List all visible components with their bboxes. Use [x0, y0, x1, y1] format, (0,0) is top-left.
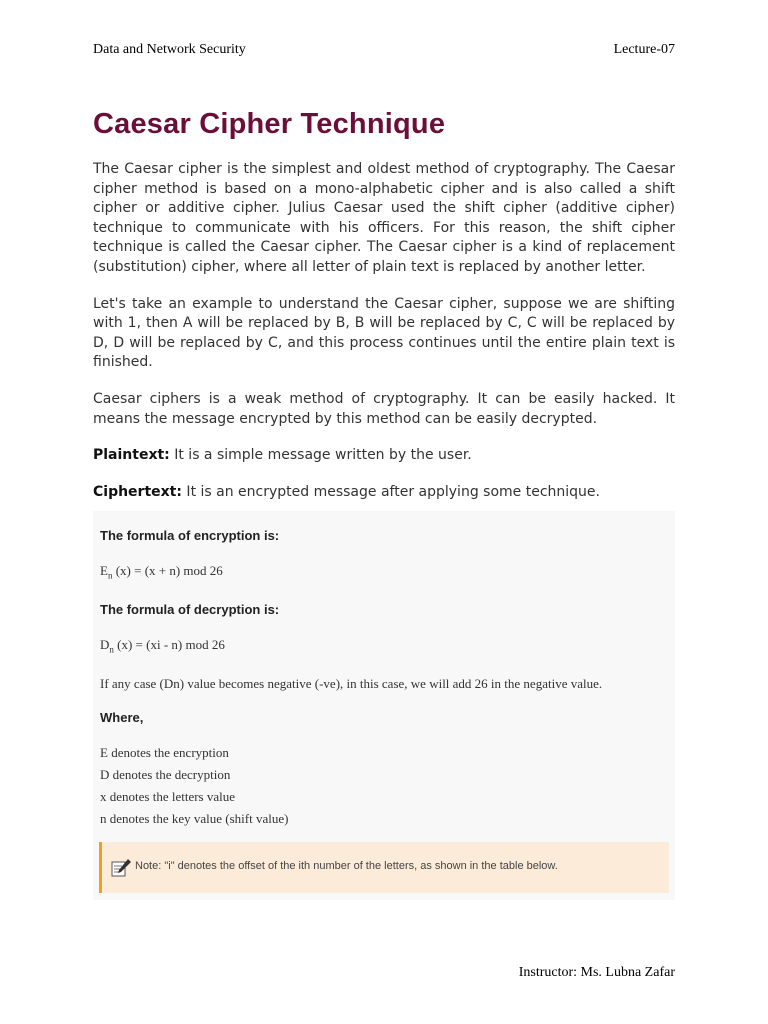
decryption-formula-expression: (x) = (xi - n) mod 26 [113, 637, 225, 652]
where-heading: Where, [100, 710, 144, 725]
intro-paragraph: The Caesar cipher is the simplest and oldest method of cryptography. The Caesar cipher method is based on a mono-alphabetic cipher and is also called a shift cipher or additive cipher. Julius Caesar used the shift cipher (additive cipher) technique to communicate with his officers. For this reason, the shift cipher technique is called the Caesar cipher. The Caesar cipher is a kind of replacement (substitution) cipher, where all letter of plain text is replaced by another letter. [93, 161, 675, 275]
encryption-formula [100, 563, 223, 581]
body-content [93, 160, 675, 519]
note-callout [99, 842, 669, 893]
where-item-key: n denotes the key value (shift value) [100, 811, 289, 826]
example-paragraph: Let's take an example to understand the Caesar cipher, suppose we are shifting with 1, then A will be replaced by B, B will be replaced by C, C will be replaced by D, D will be replaced by C, and this process continues until the entire plain text is finished. [93, 295, 675, 371]
where-item-letters: x denotes the letters value [100, 789, 236, 804]
weakness-paragraph: Caesar ciphers is a weak method of cryptography. It can be easily hacked. It means the message encrypted by this method can be easily decrypted. [93, 390, 675, 427]
page-title: Caesar Cipher Technique [93, 108, 446, 140]
header-course-title: Data and Network Security [93, 42, 246, 57]
ciphertext-definition [93, 483, 675, 503]
encryption-formula-heading: The formula of encryption is: [100, 528, 280, 543]
decryption-formula-letter: D [100, 637, 110, 652]
where-item-decryption: D denotes the decryption [100, 767, 231, 782]
encryption-formula-subscript: n [107, 570, 113, 581]
negative-value-note: If any case (Dn) value becomes negative (-ve), in this case, we will add 26 in the negative value. [100, 676, 603, 691]
ciphertext-description: It is an encrypted message after applying some technique. [181, 483, 600, 500]
plaintext-definition [93, 446, 675, 466]
ciphertext-term: Ciphertext: [93, 483, 182, 500]
header-lecture-number: Lecture-07 [613, 42, 675, 57]
plaintext-term: Plaintext: [93, 447, 170, 464]
footer-instructor: Instructor: Ms. Lubna Zafar [518, 965, 675, 980]
pencil-note-icon [110, 858, 132, 878]
formula-box [93, 511, 675, 900]
encryption-formula-expression: (x) = (x + n) mod 26 [112, 563, 223, 578]
encryption-formula-letter: E [100, 563, 108, 578]
decryption-formula [100, 637, 225, 655]
where-item-encryption: E denotes the encryption [100, 745, 229, 760]
decryption-formula-heading: The formula of decryption is: [100, 602, 280, 617]
decryption-formula-subscript: n [109, 644, 114, 655]
note-text: Note: "i" denotes the offset of the ith number of the letters, as shown in the table below. [135, 860, 558, 872]
plaintext-description: It is a simple message written by the user. [169, 447, 472, 464]
